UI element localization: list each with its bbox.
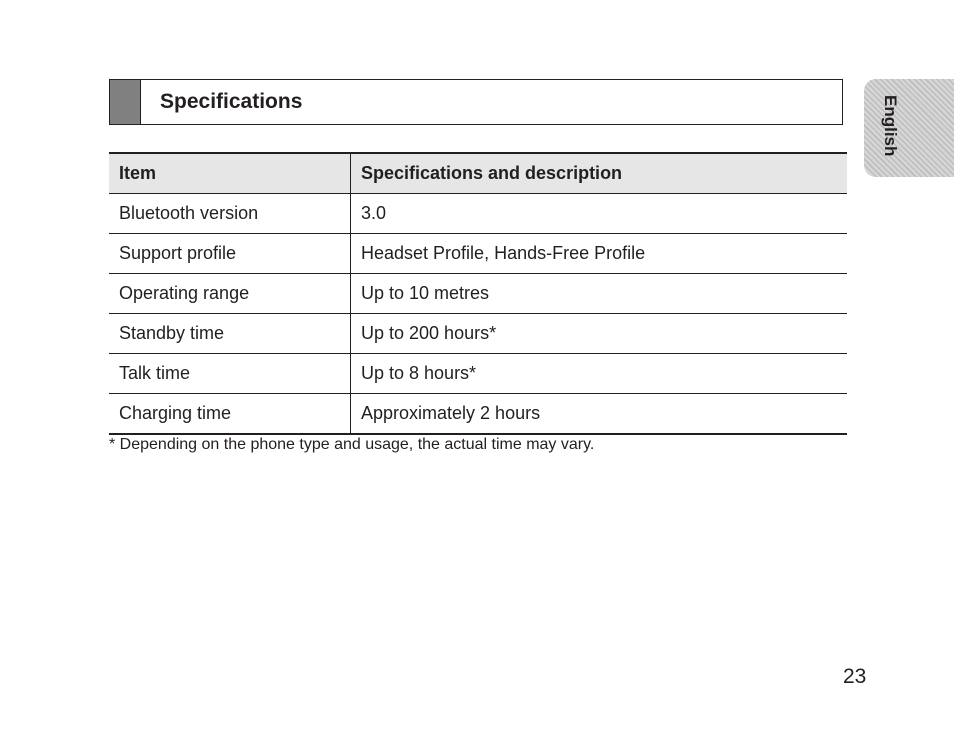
header-description: Specifications and description bbox=[351, 153, 848, 194]
row-value: Up to 10 metres bbox=[351, 274, 848, 314]
table-row bbox=[109, 394, 847, 435]
row-item: Bluetooth version bbox=[109, 194, 351, 234]
row-item: Operating range bbox=[109, 274, 351, 314]
table-row bbox=[109, 314, 847, 354]
row-value: Headset Profile, Hands-Free Profile bbox=[351, 234, 848, 274]
page-number: 23 bbox=[843, 665, 867, 688]
row-value: 3.0 bbox=[351, 194, 848, 234]
row-item: Charging time bbox=[109, 394, 351, 435]
row-value: Up to 8 hours* bbox=[351, 354, 848, 394]
language-tab-label: English bbox=[881, 95, 900, 157]
section-header bbox=[109, 79, 843, 125]
table-row bbox=[109, 194, 847, 234]
row-item: Talk time bbox=[109, 354, 351, 394]
header-item: Item bbox=[109, 153, 351, 194]
footnote: * Depending on the phone type and usage, the actual time may vary. bbox=[109, 436, 595, 453]
table-header-row bbox=[109, 153, 847, 194]
table-row bbox=[109, 274, 847, 314]
specifications-table bbox=[109, 152, 847, 435]
table-row bbox=[109, 234, 847, 274]
row-value: Approximately 2 hours bbox=[351, 394, 848, 435]
row-item: Support profile bbox=[109, 234, 351, 274]
section-marker bbox=[110, 80, 141, 124]
language-tab bbox=[864, 79, 954, 177]
row-item: Standby time bbox=[109, 314, 351, 354]
section-title: Specifications bbox=[160, 90, 303, 113]
row-value: Up to 200 hours* bbox=[351, 314, 848, 354]
table-row bbox=[109, 354, 847, 394]
